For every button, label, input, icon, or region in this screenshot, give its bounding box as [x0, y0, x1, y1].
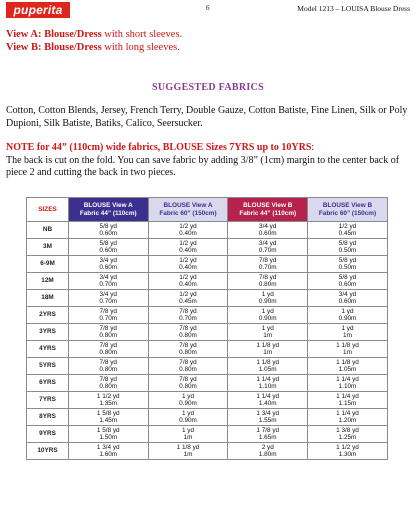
header-view-b-44	[228, 198, 308, 222]
yardage-cell	[69, 239, 149, 256]
yardage-yards: 1/2 yd	[179, 239, 197, 247]
yardage-yards: 7/8 yd	[99, 307, 117, 315]
yardage-cell	[228, 392, 308, 409]
view-b-desc: with long sleeves.	[101, 42, 180, 53]
table-row	[27, 358, 388, 375]
yardage-meters: 0.90m	[338, 315, 357, 322]
yardage-meters: 1.65m	[258, 434, 277, 441]
yardage-meters: 1.80m	[258, 451, 277, 458]
yardage-yards: 3/4 yd	[99, 256, 117, 264]
header-view-a-44-line1: BLOUSE View A	[83, 201, 133, 209]
size-cell: 3YRS	[27, 324, 69, 341]
yardage-meters: 1.15m	[338, 400, 357, 407]
table-row	[27, 273, 388, 290]
table-row	[27, 239, 388, 256]
yardage-meters: 0.60m	[99, 247, 118, 254]
yardage-cell	[69, 375, 149, 392]
header-view-b-44-line1: BLOUSE View B	[243, 201, 293, 209]
suggested-fabrics-title: SUGGESTED FABRICS	[152, 82, 264, 93]
yardage-yards: 5/8 yd	[99, 239, 117, 247]
yardage-cell	[69, 409, 149, 426]
yardage-meters: 0.50m	[338, 247, 357, 254]
yardage-meters: 0.80m	[179, 366, 197, 373]
yardage-cell	[228, 341, 308, 358]
yardage-cell	[148, 273, 228, 290]
yardage-cell	[307, 256, 387, 273]
yardage-cell	[148, 239, 228, 256]
view-b-garment: Blouse/Dress	[44, 42, 102, 53]
yardage-cell	[307, 443, 387, 460]
yardage-cell	[228, 222, 308, 239]
yardage-yards: 3/4 yd	[259, 222, 277, 230]
yardage-meters: 1.20m	[338, 417, 357, 424]
yardage-yards: 7/8 yd	[99, 375, 117, 383]
note-heading-colon: :	[311, 142, 315, 153]
yardage-meters: 1.55m	[258, 417, 277, 424]
yardage-cell	[228, 273, 308, 290]
table-row	[27, 341, 388, 358]
yardage-cell	[307, 222, 387, 239]
yardage-yards: 1 1/4 yd	[256, 375, 280, 383]
yardage-cell	[307, 409, 387, 426]
yardage-cell	[307, 426, 387, 443]
yardage-meters: 1.05m	[258, 366, 277, 373]
table-row	[27, 392, 388, 409]
yardage-cell	[148, 443, 228, 460]
note-text: The back is cut on the fold. You can save fabric by adding 3/8” (1cm) margin to the center back of piece 2 and cutting the back in two pieces.	[6, 154, 400, 178]
yardage-meters: 0.60m	[99, 264, 118, 271]
yardage-meters: 1.10m	[338, 383, 357, 390]
yardage-meters: 1m	[343, 349, 352, 356]
header-view-a-44	[69, 198, 149, 222]
yardage-meters: 1.50m	[99, 434, 118, 441]
yardage-meters: 0.80m	[179, 332, 197, 339]
yardage-meters: 1.25m	[338, 434, 357, 441]
yardage-meters: 0.70m	[179, 315, 197, 322]
yardage-meters: 0.40m	[179, 247, 197, 254]
size-cell: 6-9M	[27, 256, 69, 273]
yardage-cell	[69, 290, 149, 307]
yardage-yards: 7/8 yd	[99, 358, 117, 366]
yardage-yards: 7/8 yd	[179, 358, 197, 366]
yardage-yards: 1 1/4 yd	[336, 375, 359, 383]
yardage-cell	[69, 358, 149, 375]
view-a-line	[6, 28, 182, 41]
yardage-yards: 5/8 yd	[338, 239, 357, 247]
yardage-yards: 1 yd	[181, 392, 195, 400]
yardage-yards: 1 1/4 yd	[336, 409, 359, 417]
note-heading-line	[6, 142, 410, 155]
yardage-cell	[228, 307, 308, 324]
yardage-yards: 1 yd	[341, 307, 354, 315]
yardage-yards: 1 3/8 yd	[336, 426, 359, 434]
yardage-meters: 1.30m	[338, 451, 357, 458]
yardage-yards: 7/8 yd	[179, 375, 197, 383]
yardage-cell	[307, 324, 387, 341]
yardage-cell	[69, 341, 149, 358]
yardage-yards: 1/2 yd	[179, 290, 197, 298]
yardage-meters: 0.70m	[99, 281, 118, 288]
table-row	[27, 307, 388, 324]
yardage-yards: 7/8 yd	[179, 324, 197, 332]
yardage-cell	[69, 273, 149, 290]
table-row	[27, 324, 388, 341]
yardage-meters: 0.50m	[338, 264, 357, 271]
model-title: Model 1213 – LOUISA Blouse Dress	[297, 4, 410, 13]
yardage-cell	[148, 409, 228, 426]
yardage-meters: 1.35m	[99, 400, 118, 407]
yardage-yards: 1 1/8 yd	[256, 358, 280, 366]
yardage-table	[26, 197, 388, 460]
yardage-cell	[148, 358, 228, 375]
yardage-yards: 1 yd	[181, 426, 195, 434]
yardage-meters: 0.80m	[99, 383, 118, 390]
header-view-b-60-line1: BLOUSE View B	[322, 201, 373, 209]
yardage-meters: 0.70m	[258, 264, 277, 271]
size-cell: 6YRS	[27, 375, 69, 392]
yardage-yards: 2 yd	[261, 443, 274, 451]
yardage-meters: 0.80m	[258, 281, 277, 288]
yardage-yards: 1 3/4 yd	[256, 409, 280, 417]
yardage-cell	[307, 375, 387, 392]
yardage-cell	[307, 273, 387, 290]
yardage-meters: 0.90m	[179, 417, 197, 424]
yardage-meters: 0.70m	[99, 315, 118, 322]
page-number: 6	[206, 4, 210, 12]
header-view-b-44-line2: Fabric 44” (110cm)	[239, 209, 297, 217]
yardage-cell	[69, 307, 149, 324]
header-view-b-60-line2: Fabric 60” (150cm)	[318, 209, 377, 217]
size-cell: 5YRS	[27, 358, 69, 375]
yardage-meters: 0.70m	[99, 298, 118, 305]
yardage-yards: 1/2 yd	[179, 222, 197, 230]
fabric-note	[6, 142, 410, 180]
yardage-meters: 0.60m	[338, 298, 357, 305]
yardage-cell	[148, 290, 228, 307]
table-row	[27, 256, 388, 273]
yardage-yards: 5/8 yd	[338, 256, 357, 264]
yardage-cell	[228, 409, 308, 426]
yardage-cell	[228, 426, 308, 443]
yardage-yards: 1/2 yd	[338, 222, 357, 230]
yardage-meters: 0.90m	[258, 315, 277, 322]
yardage-yards: 1 yd	[261, 324, 274, 332]
yardage-yards: 1 5/8 yd	[96, 409, 120, 417]
yardage-meters: 1.60m	[99, 451, 118, 458]
yardage-meters: 0.60m	[258, 230, 277, 237]
yardage-cell	[307, 290, 387, 307]
yardage-cell	[148, 256, 228, 273]
yardage-cell	[228, 239, 308, 256]
header-view-a-44-line2: Fabric 44” (110cm)	[79, 209, 137, 217]
yardage-meters: 0.40m	[179, 264, 197, 271]
table-row	[27, 409, 388, 426]
size-cell: 12M	[27, 273, 69, 290]
yardage-cell	[148, 426, 228, 443]
yardage-yards: 1 1/8 yd	[256, 341, 280, 349]
yardage-meters: 1.10m	[258, 383, 277, 390]
yardage-yards: 1 1/8 yd	[336, 358, 359, 366]
suggested-fabrics-list: Cotton, Cotton Blends, Jersey, French Terry, Double Gauze, Cotton Batiste, Fine Linen, Silk or Poly Dupioni, Silk Batiste, Batiks, Calico, Seersucker.	[6, 105, 408, 129]
header-sizes: SIZES	[27, 198, 69, 222]
yardage-yards: 7/8 yd	[259, 273, 277, 281]
note-heading: NOTE for 44” (110cm) wide fabrics, BLOUSE Sizes 7YRS up to 10YRS	[6, 142, 312, 153]
yardage-meters: 1m	[343, 332, 352, 339]
yardage-yards: 1 3/4 yd	[96, 443, 120, 451]
yardage-meters: 0.80m	[99, 366, 118, 373]
yardage-cell	[228, 375, 308, 392]
yardage-yards: 1/2 yd	[179, 273, 197, 281]
yardage-cell	[148, 392, 228, 409]
yardage-cell	[69, 222, 149, 239]
header-view-a-60-line2: Fabric 60” (150cm)	[159, 209, 217, 217]
brand-logo: puperita	[6, 2, 70, 18]
yardage-cell	[69, 256, 149, 273]
yardage-yards: 3/4 yd	[99, 290, 117, 298]
table-row	[27, 222, 388, 239]
table-row	[27, 443, 388, 460]
yardage-yards: 5/8 yd	[99, 222, 117, 230]
yardage-meters: 0.80m	[99, 332, 118, 339]
yardage-yards: 5/8 yd	[338, 273, 357, 281]
yardage-yards: 1 1/4 yd	[256, 392, 280, 400]
yardage-yards: 3/4 yd	[99, 273, 117, 281]
yardage-yards: 1 1/4 yd	[336, 392, 359, 400]
yardage-meters: 0.70m	[258, 247, 277, 254]
yardage-meters: 1.45m	[99, 417, 118, 424]
yardage-meters: 1.05m	[338, 366, 357, 373]
header-view-b-60	[307, 198, 387, 222]
header-view-a-60	[148, 198, 228, 222]
header-view-a-60-line1: BLOUSE View A	[163, 201, 213, 209]
yardage-cell	[228, 443, 308, 460]
yardage-meters: 0.40m	[179, 281, 197, 288]
yardage-table-body	[27, 222, 388, 460]
yardage-cell	[148, 341, 228, 358]
yardage-yards: 1 yd	[261, 290, 274, 298]
view-b-label: View B:	[6, 42, 45, 53]
yardage-cell	[69, 324, 149, 341]
yardage-yards: 1 1/8 yd	[176, 443, 200, 451]
yardage-meters: 0.45m	[179, 298, 197, 305]
yardage-cell	[228, 324, 308, 341]
yardage-cell	[228, 256, 308, 273]
yardage-cell	[307, 239, 387, 256]
yardage-yards: 1 1/8 yd	[336, 341, 359, 349]
yardage-cell	[148, 222, 228, 239]
yardage-yards: 1 yd	[261, 307, 274, 315]
yardage-meters: 0.40m	[179, 230, 197, 237]
size-cell: 2YRS	[27, 307, 69, 324]
table-row	[27, 375, 388, 392]
yardage-meters: 0.80m	[179, 349, 197, 356]
yardage-cell	[69, 426, 149, 443]
size-cell: 18M	[27, 290, 69, 307]
size-cell: 8YRS	[27, 409, 69, 426]
yardage-yards: 1 7/8 yd	[256, 426, 280, 434]
yardage-meters: 1m	[183, 451, 193, 458]
yardage-yards: 7/8 yd	[179, 307, 197, 315]
yardage-meters: 0.45m	[338, 230, 357, 237]
yardage-yards: 3/4 yd	[338, 290, 357, 298]
yardage-table-header	[27, 198, 388, 222]
yardage-yards: 1 yd	[181, 409, 195, 417]
size-cell: 3M	[27, 239, 69, 256]
yardage-meters: 0.80m	[99, 349, 118, 356]
yardage-meters: 0.90m	[258, 298, 277, 305]
yardage-meters: 1.40m	[258, 400, 277, 407]
size-cell: 10YRS	[27, 443, 69, 460]
yardage-cell	[307, 358, 387, 375]
yardage-meters: 1m	[183, 434, 193, 441]
table-row	[27, 290, 388, 307]
yardage-cell	[148, 307, 228, 324]
size-cell: 4YRS	[27, 341, 69, 358]
yardage-cell	[69, 392, 149, 409]
yardage-yards: 7/8 yd	[99, 324, 117, 332]
size-cell: NB	[27, 222, 69, 239]
view-a-label: View A:	[6, 29, 45, 40]
yardage-meters: 1m	[263, 332, 273, 339]
yardage-yards: 7/8 yd	[179, 341, 197, 349]
yardage-cell	[228, 290, 308, 307]
yardage-meters: 0.80m	[179, 383, 197, 390]
yardage-cell	[148, 324, 228, 341]
yardage-yards: 1/2 yd	[179, 256, 197, 264]
yardage-meters: 1m	[263, 349, 273, 356]
view-a-garment: Blouse/Dress	[44, 29, 102, 40]
size-cell: 9YRS	[27, 426, 69, 443]
size-cell: 7YRS	[27, 392, 69, 409]
yardage-cell	[307, 341, 387, 358]
yardage-yards: 1 5/8 yd	[96, 426, 120, 434]
yardage-meters: 0.60m	[338, 281, 357, 288]
yardage-cell	[148, 375, 228, 392]
yardage-cell	[228, 358, 308, 375]
view-b-line	[6, 41, 182, 54]
yardage-yards: 1 1/2 yd	[96, 392, 120, 400]
yardage-meters: 0.60m	[99, 230, 118, 237]
yardage-yards: 7/8 yd	[259, 256, 277, 264]
yardage-yards: 3/4 yd	[259, 239, 277, 247]
yardage-yards: 1 1/2 yd	[336, 443, 359, 451]
view-descriptions	[6, 28, 182, 54]
view-a-desc: with short sleeves.	[101, 29, 183, 40]
table-row	[27, 426, 388, 443]
yardage-cell	[307, 307, 387, 324]
yardage-cell	[307, 392, 387, 409]
yardage-yards: 7/8 yd	[99, 341, 117, 349]
yardage-meters: 0.90m	[179, 400, 197, 407]
yardage-cell	[69, 443, 149, 460]
yardage-yards: 1 yd	[341, 324, 354, 332]
